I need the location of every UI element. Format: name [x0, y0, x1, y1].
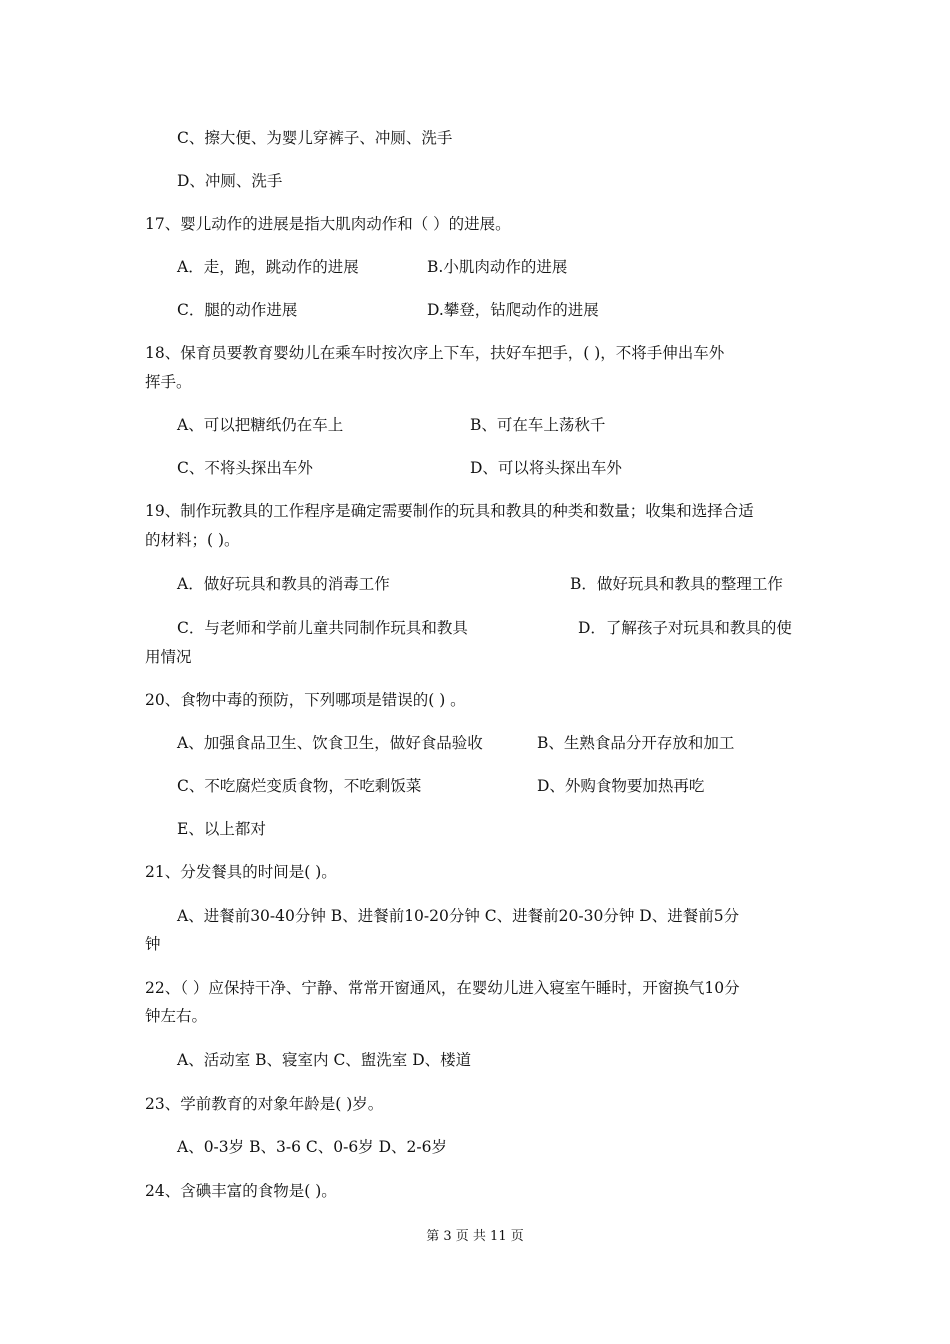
- q19-option-b: B．做好玩具和教具的整理工作: [570, 575, 783, 593]
- q19-option-c: C．与老师和学前儿童共同制作玩具和教具: [177, 619, 468, 637]
- q17-option-b: B.小肌肉动作的进展: [427, 258, 568, 276]
- q19-stem-line2: 的材料；( )。: [145, 531, 240, 549]
- q16-option-d: D、冲厕、洗手: [177, 172, 283, 190]
- q20-option-b: B、生熟食品分开存放和加工: [537, 734, 735, 752]
- q21-options-line1: A、进餐前30-40分钟 B、进餐前10-20分钟 C、进餐前20-30分钟 D、进餐前5分: [177, 907, 740, 925]
- q22-stem-line1: 22、（ ）应保持干净、宁静、常常开窗通风，在婴幼儿进入寝室午睡时，开窗换气10分: [145, 979, 740, 997]
- q22-options: A、活动室 B、寝室内 C、盥洗室 D、楼道: [177, 1051, 472, 1069]
- q21-stem: 21、分发餐具的时间是( )。: [145, 863, 337, 881]
- q20-option-c: C、不吃腐烂变质食物，不吃剩饭菜: [177, 777, 422, 795]
- q18-stem-line1: 18、保育员要教育婴幼儿在乘车时按次序上下车，扶好车把手，( )，不将手伸出车外: [145, 344, 725, 362]
- q24-stem: 24、含碘丰富的食物是( )。: [145, 1182, 337, 1200]
- q17-stem: 17、婴儿动作的进展是指大肌肉动作和（ ）的进展。: [145, 215, 511, 233]
- q23-stem: 23、学前教育的对象年龄是( )岁。: [145, 1095, 384, 1113]
- q19-option-d-line1: D．了解孩子对玩具和教具的使: [578, 619, 792, 637]
- q18-stem-line2: 挥手。: [145, 373, 192, 391]
- q18-option-d: D、可以将头探出车外: [470, 459, 622, 477]
- q20-stem: 20、食物中毒的预防，下列哪项是错误的( ) 。: [145, 691, 466, 709]
- q17-option-a: A．走，跑，跳动作的进展: [177, 258, 359, 276]
- q18-option-a: A、可以把糖纸仍在车上: [177, 416, 344, 434]
- q16-option-c: C、擦大便、为婴儿穿裤子、冲厕、洗手: [177, 129, 453, 147]
- q20-option-e: E、以上都对: [177, 820, 266, 838]
- q23-options: A、0-3岁 B、3-6 C、0-6岁 D、2-6岁: [177, 1138, 447, 1156]
- q17-option-d: D.攀登，钻爬动作的进展: [427, 301, 599, 319]
- page-number-footer: 第 3 页 共 11 页: [426, 1229, 524, 1244]
- q18-option-b: B、可在车上荡秋千: [470, 416, 606, 434]
- q19-option-a: A．做好玩具和教具的消毒工作: [177, 575, 390, 593]
- q21-options-line2: 钟: [145, 935, 161, 953]
- q22-stem-line2: 钟左右。: [145, 1007, 208, 1025]
- q17-option-c: C．腿的动作进展: [177, 301, 298, 319]
- q19-option-d-line2: 用情况: [145, 648, 192, 666]
- q20-option-d: D、外购食物要加热再吃: [537, 777, 705, 795]
- q18-option-c: C、不将头探出车外: [177, 459, 313, 477]
- q19-stem-line1: 19、制作玩教具的工作程序是确定需要制作的玩具和教具的种类和数量；收集和选择合适: [145, 502, 754, 520]
- q20-option-a: A、加强食品卫生、饮食卫生，做好食品验收: [177, 734, 483, 752]
